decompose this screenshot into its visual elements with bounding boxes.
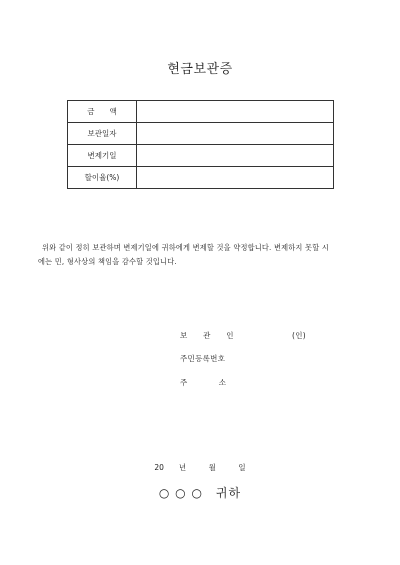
seal-mark: (인) xyxy=(292,331,306,340)
table-row xyxy=(68,145,334,167)
body-line: 에는 민, 형사상의 책임을 감수할 것입니다. xyxy=(38,257,177,266)
body-text xyxy=(38,241,364,269)
table-row xyxy=(68,101,334,123)
recipient-line: ○ ○ ○ 귀하 xyxy=(158,486,242,500)
rate-value[interactable] xyxy=(137,167,334,189)
table-row xyxy=(68,123,334,145)
rate-label: 할이율(%) xyxy=(68,167,137,189)
address-label: 주 소 xyxy=(180,378,227,387)
date-line: 20 년 월 일 xyxy=(154,463,246,472)
amount-value[interactable] xyxy=(137,101,334,123)
amount-label: 금 액 xyxy=(68,101,137,123)
table-row xyxy=(68,167,334,189)
info-table xyxy=(67,100,334,189)
body-line: 위와 같이 정히 보관하며 변제기일에 귀하에게 변제할 것을 약정합니다. 변제하지 못할 시 xyxy=(42,243,329,252)
keep-date-label: 보관일자 xyxy=(68,123,137,145)
keeper-label: 보 관 인 xyxy=(180,331,234,340)
document-title: 현금보관증 xyxy=(167,62,233,77)
due-date-label: 변제기일 xyxy=(68,145,137,167)
keep-date-value[interactable] xyxy=(137,123,334,145)
id-number-label: 주민등록번호 xyxy=(180,354,226,363)
due-date-value[interactable] xyxy=(137,145,334,167)
